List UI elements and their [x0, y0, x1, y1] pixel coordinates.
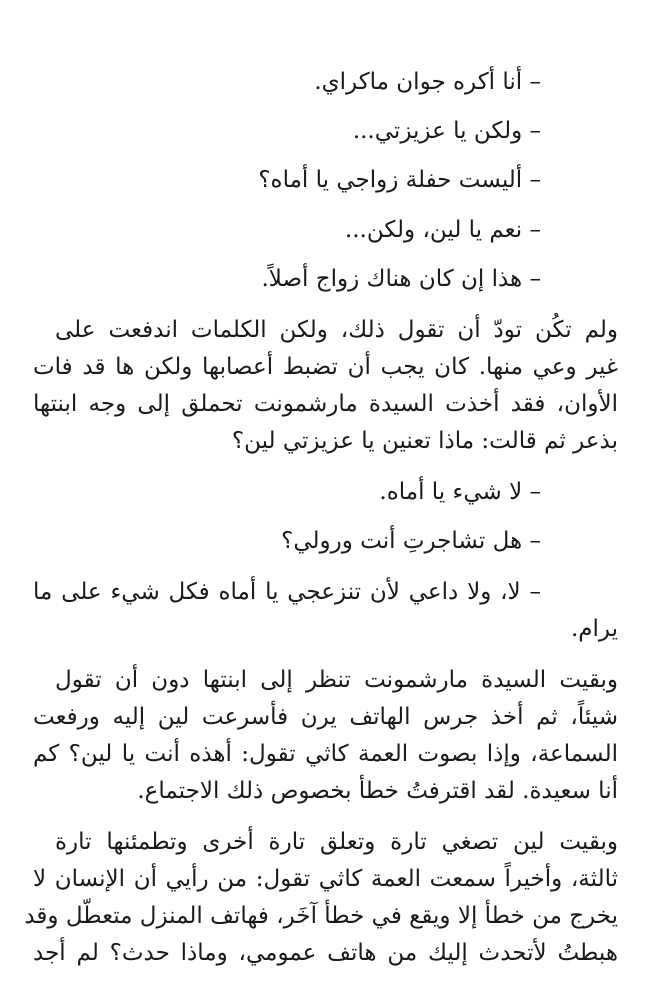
paragraph-line: ولم تكُن تودّ أن تقول ذلك، ولكن الكلمات اندفعت على — [55, 317, 618, 343]
dialogue-line: – أنا أكره جوان ماكراي. — [314, 69, 541, 95]
paragraph-line: يخرج من خطأ إلا ويقع في خطأ آخَر، فهاتف المنزل متعطّل وقد — [24, 903, 618, 929]
paragraph-line: ثالثة، وأخيراً سمعت العمة كاثي تقول: من رأيي أن الإنسان لا — [33, 866, 618, 892]
dialogue-line: – لا، ولا داعي لأن تنزعجي يا أماه فكل شيء على ما — [33, 579, 541, 605]
dialogue-line: – نعم يا لين، ولكن... — [344, 217, 541, 243]
paragraph-line: الأوان، فقد أخذت السيدة مارشمونت تحملق إلى وجه ابنتها — [33, 391, 618, 417]
dialogue-line: – أليست حفلة زواجي يا أماه؟ — [258, 167, 541, 193]
paragraph-line: السماعة، وإذا بصوت العمة كاثي تقول: أهذه أنت يا لين؟ كم — [33, 741, 618, 767]
paragraph-line: أنا سعيدة. لقد اقترفتُ خطأ بخصوص ذلك الاجتماع. — [137, 778, 618, 804]
dialogue-line: – هذا إن كان هناك زواج أصلاً. — [261, 266, 541, 292]
paragraph-line: وبقيت السيدة مارشمونت تنظر إلى ابنتها دون أن تقول — [55, 667, 618, 693]
paragraph-line: شيئاً، ثم أخذ جرس الهاتف يرن فأسرعت لين إليه ورفعت — [33, 704, 618, 730]
dialogue-line: – ولكن يا عزيزتي... — [352, 118, 541, 144]
paragraph-line: غير وعي منها. كان يجب أن تضبط أعصابها ولكن ها قد فات — [33, 354, 618, 380]
dialogue-line: – هل تشاجرتِ أنت ورولي؟ — [281, 528, 541, 554]
paragraph-line: وبقيت لين تصغي تارة وتعلق تارة أخرى وتطمئنها تارة — [55, 829, 618, 855]
paragraph-line: هبطتُ لأتحدث إليك من هاتف عمومي، وماذا حدث؟ لم أجد — [33, 940, 618, 966]
dialogue-line: – لا شيء يا أماه. — [379, 479, 541, 505]
paragraph-line: بذعر ثم قالت: ماذا تعنين يا عزيزتي لين؟ — [231, 428, 618, 454]
dialogue-line-continuation: يرام. — [570, 616, 618, 642]
